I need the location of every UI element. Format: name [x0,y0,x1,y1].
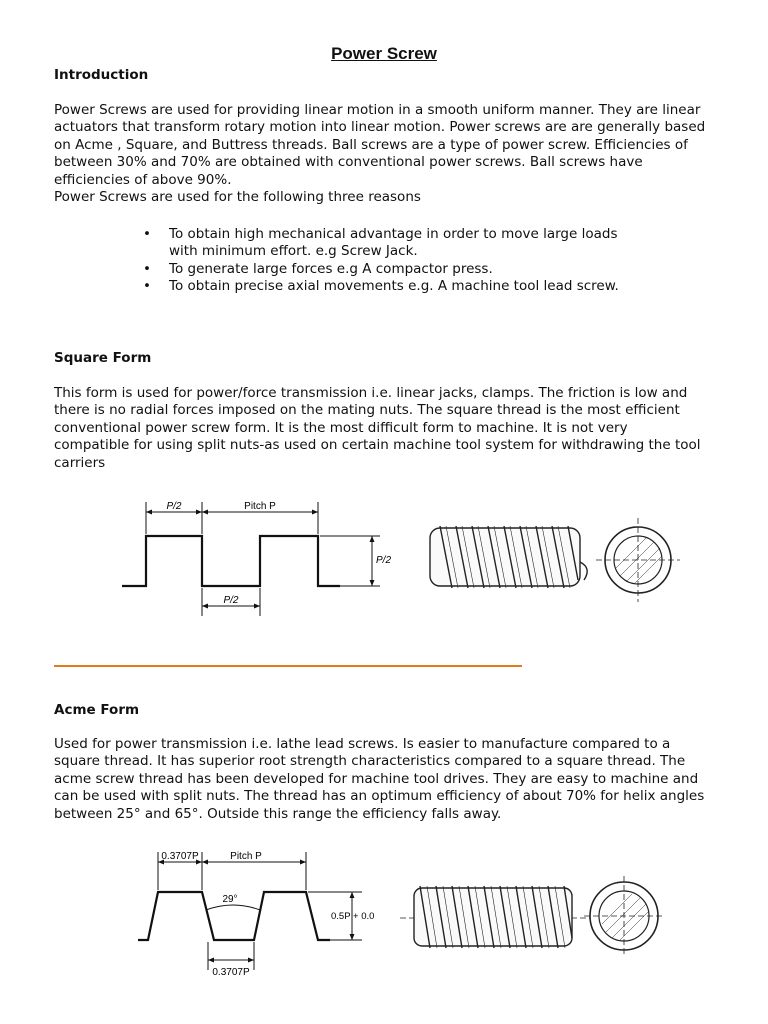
list-item-text: To obtain high mechanical advantage in order to move large loads [169,226,618,242]
acme-line: square thread. It has superior root strength characteristics compared to a square thread. The [54,753,686,770]
acme-line: can be used with split nuts. The thread has an optimum efficiency of about 70% for helix angles [54,788,705,805]
acme-screw-illustration [400,886,590,948]
square-paragraph [54,385,734,472]
acme-line: acme screw thread has been developed for machine tool drives. They are easy to machine and [54,770,699,787]
square-end-view [596,518,680,602]
intro-line: actuators that transform rotary motion into linear motion. Power screws are are generally based [54,119,706,136]
list-item [143,261,619,278]
square-line: compatible for using split nuts-as used on certain machine tool system for withdrawing the tool [54,437,701,454]
intro-heading: Introduction [54,67,149,83]
intro-line: on Acme , Square, and Buttress threads. Ball screws are a type of power screw. Efficiencies of [54,136,688,153]
intro-line: efficiencies of above 90%. [54,171,232,188]
square-line: there is no radial forces imposed on the mating nuts. The square thread is the most efficient [54,402,680,419]
acme-thread-figure [0,842,768,982]
acme-end-view [584,876,664,956]
square-line: conventional power screw form. It is the most difficult form to machine. It is not very [54,419,628,436]
acme-label-bottom-width: 0.3707P [212,967,250,978]
list-item-text: with minimum effort. e.g Screw Jack. [169,243,418,260]
square-label-half-pitch: P/2 [166,501,182,512]
intro-paragraph [54,102,734,206]
acme-label-angle: 29° [222,894,238,905]
acme-label-pitch: Pitch P [230,851,262,862]
intro-line: Power Screws are used for providing linear motion in a smooth uniform manner. They are linear [54,102,701,118]
bullet-icon: • [143,226,151,242]
square-line: This form is used for power/force transmission i.e. linear jacks, clamps. The friction is low and [54,385,688,401]
bullet-icon: • [143,278,151,295]
section-divider [54,665,522,667]
reasons-list [143,226,619,296]
acme-paragraph [54,736,734,823]
list-item [143,226,619,261]
square-thread-profile [122,536,340,586]
acme-line: Used for power transmission i.e. lathe lead screws. Is easier to manufacture compared to a [54,736,671,752]
list-item-text: To obtain precise axial movements e.g. A machine tool lead screw. [169,278,619,295]
square-label-pitch: Pitch P [244,501,276,512]
acme-label-depth: 0.5P + 0.0 [331,911,375,922]
acme-label-top-width: 0.3707P [161,851,199,862]
square-line: carriers [54,454,106,471]
square-screw-illustration [430,526,587,588]
list-item-text: To generate large forces e.g A compactor press. [169,260,493,277]
square-label-depth: P/2 [376,555,392,566]
square-label-half-pitch-bottom: P/2 [223,595,239,606]
square-heading: Square Form [54,350,152,366]
intro-line: Power Screws are used for the following three reasons [54,189,421,206]
page-title: Power Screw [331,44,437,63]
acme-heading: Acme Form [54,702,140,718]
list-item [143,278,619,295]
bullet-icon: • [143,260,151,277]
intro-line: between 30% and 70% are obtained with conventional power screws. Ball screws have [54,154,643,171]
acme-line: between 25° and 65°. Outside this range the efficiency falls away. [54,805,502,822]
square-thread-figure [0,490,768,630]
